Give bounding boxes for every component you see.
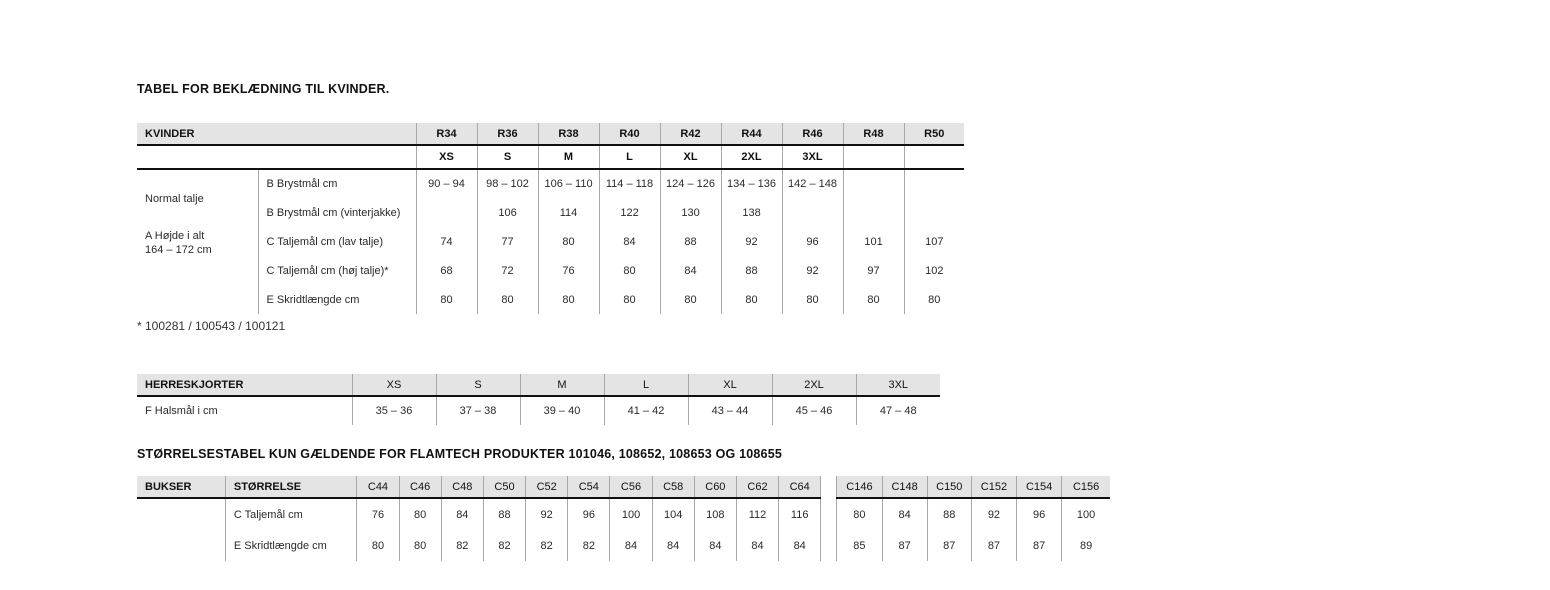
women-footnote: * 100281 / 100543 / 100121 (137, 319, 286, 333)
women-size-header-6: R46 (782, 123, 843, 145)
women-letter-size-8 (904, 145, 964, 169)
trousers-cell: 84 (610, 530, 652, 561)
women-height-label: A Højde i alt (145, 230, 205, 242)
trousers-cell-b: 92 (971, 498, 1016, 530)
women-letter-size-4: XL (660, 145, 721, 169)
women-row-label: C Taljemål cm (lav talje) (258, 227, 416, 256)
trousers-cell: 100 (610, 498, 652, 530)
women-letter-size-0: XS (416, 145, 477, 169)
women-height-range: 164 – 172 cm (145, 244, 212, 256)
women-measure-row (137, 256, 964, 285)
trousers-cell: 104 (652, 498, 694, 530)
trousers-cell: 92 (526, 498, 568, 530)
trousers-size-header-8: C60 (694, 476, 736, 498)
women-cell: 76 (538, 256, 599, 285)
trousers-size-table (137, 476, 1110, 561)
women-cell: 134 – 136 (721, 169, 782, 198)
women-cell: 124 – 126 (660, 169, 721, 198)
trousers-size-header-b-1: C148 (882, 476, 927, 498)
women-cell: 80 (477, 285, 538, 314)
women-cell (904, 169, 964, 198)
women-cell: 106 – 110 (538, 169, 599, 198)
shirts-header-row (137, 374, 940, 396)
women-header-row (137, 123, 964, 145)
women-cell: 74 (416, 227, 477, 256)
trousers-cell: 84 (441, 498, 483, 530)
trousers-size-header-7: C58 (652, 476, 694, 498)
shirts-header-label: HERRESKJORTER (137, 374, 352, 396)
trousers-size-header-1: C46 (399, 476, 441, 498)
trousers-cell-b: 87 (971, 530, 1016, 561)
women-letter-size-2: M (538, 145, 599, 169)
women-cell: 97 (843, 256, 904, 285)
women-cell: 84 (660, 256, 721, 285)
women-measure-row (137, 169, 964, 198)
women-cell (843, 169, 904, 198)
trousers-cell: 84 (652, 530, 694, 561)
women-cell (782, 198, 843, 227)
women-letter-size-row (137, 145, 964, 169)
trousers-row-label: E Skridtlængde cm (225, 530, 357, 561)
women-cell: 77 (477, 227, 538, 256)
trousers-cell: 82 (568, 530, 610, 561)
women-cell: 142 – 148 (782, 169, 843, 198)
women-cell: 92 (721, 227, 782, 256)
women-cell: 80 (416, 285, 477, 314)
trousers-cell: 80 (357, 530, 399, 561)
trousers-cell-b: 87 (1017, 530, 1062, 561)
women-cell: 88 (721, 256, 782, 285)
trousers-measure-row (137, 498, 1110, 530)
women-cell: 80 (599, 256, 660, 285)
women-row-label: B Brystmål cm (258, 169, 416, 198)
women-letter-size-7 (843, 145, 904, 169)
trousers-size-header-5: C54 (568, 476, 610, 498)
women-cell: 90 – 94 (416, 169, 477, 198)
shirts-size-header-5: 2XL (772, 374, 856, 396)
shirts-size-header-0: XS (352, 374, 436, 396)
women-size-header-4: R42 (660, 123, 721, 145)
trousers-cell: 112 (736, 498, 778, 530)
shirts-cell: 45 – 46 (772, 396, 856, 425)
women-size-header-5: R44 (721, 123, 782, 145)
women-cell (904, 198, 964, 227)
women-cell: 84 (599, 227, 660, 256)
women-measure-row (137, 198, 964, 227)
trousers-cell-b: 85 (837, 530, 882, 561)
shirts-cell: 43 – 44 (688, 396, 772, 425)
women-cell: 107 (904, 227, 964, 256)
trousers-gap (821, 530, 837, 561)
women-row-label: C Taljemål cm (høj talje)* (258, 256, 416, 285)
shirts-size-table (137, 374, 940, 425)
trousers-cell: 80 (399, 530, 441, 561)
women-cell: 98 – 102 (477, 169, 538, 198)
trousers-measure-row (137, 530, 1110, 561)
trousers-cell: 82 (526, 530, 568, 561)
women-cell: 80 (904, 285, 964, 314)
women-size-header-1: R36 (477, 123, 538, 145)
women-cell: 96 (782, 227, 843, 256)
trousers-cell-b: 89 (1062, 530, 1110, 561)
trousers-header-row (137, 476, 1110, 498)
trousers-cell: 108 (694, 498, 736, 530)
trousers-size-header-9: C62 (736, 476, 778, 498)
women-letter-size-5: 2XL (721, 145, 782, 169)
trousers-size-header-6: C56 (610, 476, 652, 498)
trousers-cell: 80 (399, 498, 441, 530)
women-cell: 80 (721, 285, 782, 314)
trousers-cell: 88 (483, 498, 525, 530)
women-measure-row (137, 285, 964, 314)
trousers-cell-b: 100 (1062, 498, 1110, 530)
shirts-size-header-4: XL (688, 374, 772, 396)
shirts-row-label: F Halsmål i cm (145, 405, 218, 417)
women-cell: 130 (660, 198, 721, 227)
women-size-header-2: R38 (538, 123, 599, 145)
women-cell: 102 (904, 256, 964, 285)
women-cell: 114 – 118 (599, 169, 660, 198)
women-size-header-3: R40 (599, 123, 660, 145)
trousers-gap (821, 476, 837, 498)
trousers-cell: 116 (779, 498, 821, 530)
women-header-label: KVINDER (137, 123, 416, 145)
women-cell: 92 (782, 256, 843, 285)
trousers-cell-b: 84 (882, 498, 927, 530)
women-cell: 114 (538, 198, 599, 227)
women-size-table (137, 123, 964, 314)
trousers-cell: 96 (568, 498, 610, 530)
women-row-label: B Brystmål cm (vinterjakke) (258, 198, 416, 227)
trousers-cell: 84 (779, 530, 821, 561)
trousers-cell: 76 (357, 498, 399, 530)
trousers-size-header-b-0: C146 (837, 476, 882, 498)
trousers-cell-b: 87 (882, 530, 927, 561)
trousers-cell: 84 (694, 530, 736, 561)
trousers-size-header-0: C44 (357, 476, 399, 498)
shirts-cell: 47 – 48 (856, 396, 940, 425)
women-size-header-0: R34 (416, 123, 477, 145)
women-cell (416, 198, 477, 227)
women-cell: 80 (660, 285, 721, 314)
trousers-col1-label: BUKSER (137, 476, 225, 498)
women-cell: 68 (416, 256, 477, 285)
women-cell: 80 (538, 285, 599, 314)
women-cell: 80 (599, 285, 660, 314)
trousers-cell-b: 96 (1017, 498, 1062, 530)
women-row-label: E Skridtlængde cm (258, 285, 416, 314)
trousers-table-title: STØRRELSESTABEL KUN GÆLDENDE FOR FLAMTECH PRODUKTER 101046, 108652, 108653 OG 108655 (137, 447, 782, 461)
women-cell: 80 (538, 227, 599, 256)
women-cell: 138 (721, 198, 782, 227)
shirts-size-header-3: L (604, 374, 688, 396)
trousers-size-header-10: C64 (779, 476, 821, 498)
trousers-gap (821, 498, 837, 530)
trousers-size-header-2: C48 (441, 476, 483, 498)
trousers-size-header-b-5: C156 (1062, 476, 1110, 498)
trousers-cell: 82 (483, 530, 525, 561)
women-cell: 80 (843, 285, 904, 314)
women-cell: 122 (599, 198, 660, 227)
trousers-cell-b: 87 (927, 530, 971, 561)
women-cell: 101 (843, 227, 904, 256)
shirts-cell: 35 – 36 (352, 396, 436, 425)
trousers-size-header-b-2: C150 (927, 476, 971, 498)
trousers-size-header-b-4: C154 (1017, 476, 1062, 498)
trousers-cell-b: 88 (927, 498, 971, 530)
shirts-size-header-2: M (520, 374, 604, 396)
women-cell: 72 (477, 256, 538, 285)
shirts-cell: 39 – 40 (520, 396, 604, 425)
women-group-label-height (137, 227, 258, 314)
shirts-cell: 41 – 42 (604, 396, 688, 425)
shirts-size-header-6: 3XL (856, 374, 940, 396)
trousers-size-header-3: C50 (483, 476, 525, 498)
trousers-cell: 82 (441, 530, 483, 561)
trousers-cell-b: 80 (837, 498, 882, 530)
women-letter-size-3: L (599, 145, 660, 169)
trousers-size-header-4: C52 (526, 476, 568, 498)
women-cell (843, 198, 904, 227)
women-cell: 80 (782, 285, 843, 314)
women-cell: 88 (660, 227, 721, 256)
women-size-header-8: R50 (904, 123, 964, 145)
shirts-size-header-1: S (436, 374, 520, 396)
women-table-title: TABEL FOR BEKLÆDNING TIL KVINDER. (137, 82, 390, 96)
women-group-label-normal: Normal talje (145, 192, 204, 205)
shirts-neck-row (137, 396, 940, 425)
women-size-header-7: R48 (843, 123, 904, 145)
women-measure-row (137, 227, 964, 256)
women-letter-size-1: S (477, 145, 538, 169)
trousers-col2-label: STØRRELSE (225, 476, 357, 498)
trousers-cell: 84 (736, 530, 778, 561)
trousers-size-header-b-3: C152 (971, 476, 1016, 498)
trousers-row-label: C Taljemål cm (225, 498, 357, 530)
women-cell: 106 (477, 198, 538, 227)
women-letter-size-6: 3XL (782, 145, 843, 169)
shirts-cell: 37 – 38 (436, 396, 520, 425)
